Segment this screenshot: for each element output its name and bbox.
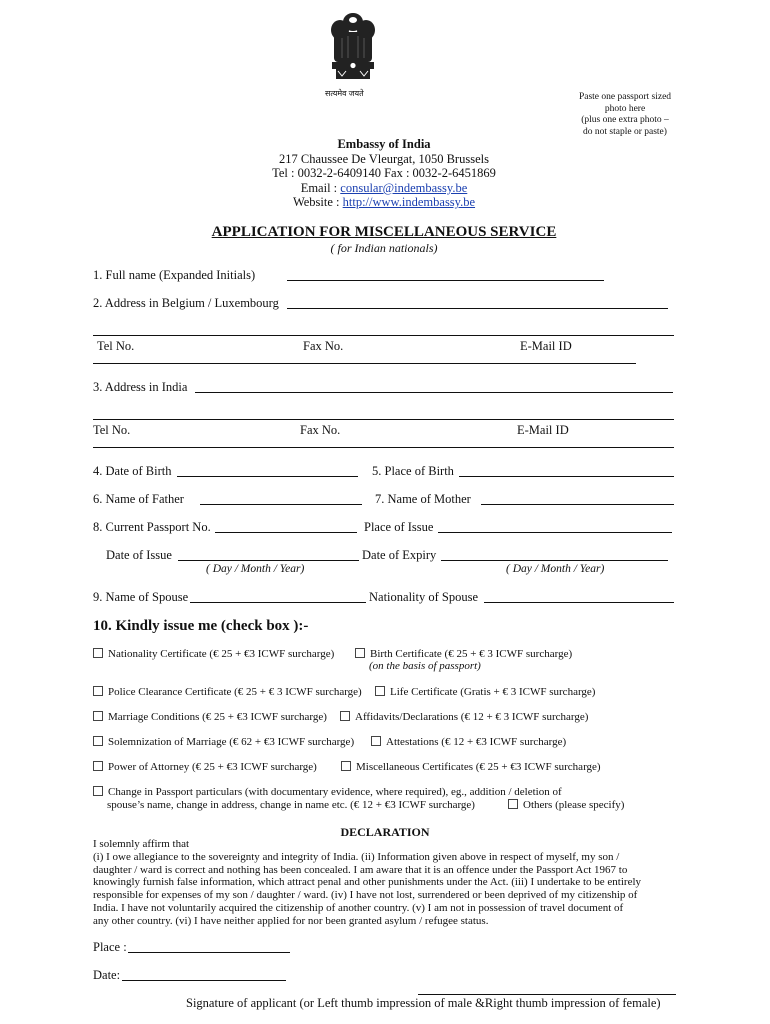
declaration-line: (i) I owe allegiance to the sovereignty and integrity of India. (ii) Information given above in respect of myself, my son /: [93, 850, 620, 863]
embassy-email-row: [184, 181, 584, 196]
mother-field[interactable]: [481, 504, 674, 505]
spouse-label: 9. Name of Spouse: [93, 590, 189, 604]
place-of-issue-label: Place of Issue: [364, 520, 434, 534]
embassy-name: Embassy of India: [337, 137, 431, 151]
service-label: Affidavits/Declarations (€ 12 + € 3 ICWF surcharge): [355, 711, 589, 723]
father-field[interactable]: [200, 504, 362, 505]
service-label: Birth Certificate (€ 25 + € 3 ICWF surcharge): [370, 648, 573, 660]
address-india-field[interactable]: [195, 392, 673, 393]
emblem-motto: सत्यमेव जयते: [325, 89, 364, 98]
service-affidavits[interactable]: [340, 711, 588, 723]
service-label: Marriage Conditions (€ 25 + €3 ICWF surcharge): [108, 711, 327, 723]
checkbox[interactable]: [93, 648, 103, 658]
date-of-issue-field[interactable]: [178, 560, 359, 561]
date-of-expiry-label: Date of Expiry: [362, 548, 437, 562]
form-subtitle: ( for Indian nationals): [330, 241, 438, 255]
email-label: Email :: [300, 180, 341, 195]
embassy-email-link[interactable]: consular@indembassy.be: [340, 180, 468, 195]
contact-belgium-field[interactable]: [93, 363, 636, 364]
service-passport-change-cont: spouse’s name, change in address, change in name etc. (€ 12 + €3 ICWF surcharge): [107, 799, 475, 811]
service-police-clearance[interactable]: [93, 686, 362, 698]
service-nationality[interactable]: [93, 648, 334, 660]
checkbox[interactable]: [508, 799, 518, 809]
service-attestations[interactable]: [371, 736, 566, 748]
service-life-certificate[interactable]: [375, 686, 595, 698]
declaration-text: [93, 838, 641, 928]
tel-label: Tel No.: [93, 423, 131, 437]
declaration-line: I solemnly affirm that: [93, 838, 190, 850]
dob-label: 4. Date of Birth: [93, 464, 172, 478]
mother-label: 7. Name of Mother: [375, 492, 471, 506]
passport-no-field[interactable]: [215, 532, 357, 533]
service-label: Others (please specify): [523, 799, 625, 811]
pob-label: 5. Place of Birth: [372, 464, 454, 478]
date-of-expiry-field[interactable]: [441, 560, 668, 561]
tel-label: Tel No.: [97, 339, 135, 353]
service-birth[interactable]: [355, 648, 572, 660]
passport-no-label: 8. Current Passport No.: [93, 520, 211, 534]
address-belgium-label: 2. Address in Belgium / Luxembourg: [93, 296, 279, 310]
fax-label: Fax No.: [300, 423, 341, 437]
services-heading: 10. Kindly issue me (check box ):-: [93, 618, 309, 634]
service-label: Miscellaneous Certificates (€ 25 + €3 ICWF surcharge): [356, 761, 601, 773]
email-label: E-Mail ID: [520, 339, 572, 353]
signature-label: Signature of applicant (or Left thumb impression of male &Right thumb impression of female): [186, 996, 661, 1010]
service-label: Nationality Certificate (€ 25 + €3 ICWF surcharge): [108, 648, 335, 660]
address-belgium-field-2[interactable]: [93, 335, 674, 336]
checkbox[interactable]: [341, 761, 351, 771]
full-name-label: 1. Full name (Expanded Initials): [93, 268, 256, 282]
place-field[interactable]: [128, 952, 290, 953]
date-field[interactable]: [122, 980, 286, 981]
photo-note-line: do not staple or paste): [583, 126, 667, 137]
service-label: Police Clearance Certificate (€ 25 + € 3 ICWF surcharge): [108, 686, 362, 698]
service-others[interactable]: [508, 799, 624, 811]
service-misc-certificates[interactable]: [341, 761, 601, 773]
checkbox[interactable]: [375, 686, 385, 696]
date-of-issue-label: Date of Issue: [106, 548, 172, 562]
photo-note-line: (plus one extra photo –: [581, 115, 669, 125]
checkbox[interactable]: [371, 736, 381, 746]
embassy-header: [184, 137, 584, 210]
service-label: Change in Passport particulars (with documentary evidence, where required), eg., addition / deletion of: [108, 786, 562, 798]
date-label: Date:: [93, 968, 121, 982]
pob-field[interactable]: [459, 476, 674, 477]
declaration-line: knowingly furnish false information, which attract penal and other punishments under the Act. (iii) I undertake to be entirely: [93, 876, 642, 889]
address-belgium-field[interactable]: [287, 308, 668, 309]
checkbox[interactable]: [355, 648, 365, 658]
fax-label: Fax No.: [303, 339, 344, 353]
dob-field[interactable]: [177, 476, 358, 477]
email-label: E-Mail ID: [517, 423, 569, 437]
declaration-line: India. I have not voluntarily acquired the citizenship of another country. (v) I am not in possession of travel document of: [93, 901, 624, 914]
service-label: Power of Attorney (€ 25 + €3 ICWF surcharge): [108, 761, 317, 773]
embassy-website-row: [184, 195, 584, 210]
spouse-nationality-label: Nationality of Spouse: [369, 590, 479, 604]
form-title: APPLICATION FOR MISCELLANEOUS SERVICE: [211, 224, 557, 240]
father-label: 6. Name of Father: [93, 492, 184, 506]
declaration-heading: DECLARATION: [340, 825, 430, 839]
checkbox[interactable]: [93, 736, 103, 746]
signature-field[interactable]: [418, 994, 676, 995]
service-label: Solemnization of Marriage (€ 62 + €3 ICWF surcharge): [108, 736, 355, 748]
service-passport-change[interactable]: [93, 786, 562, 798]
checkbox[interactable]: [93, 711, 103, 721]
checkbox[interactable]: [93, 686, 103, 696]
checkbox[interactable]: [93, 761, 103, 771]
embassy-address: 217 Chaussee De Vleurgat, 1050 Brussels: [279, 151, 489, 166]
service-label: Life Certificate (Gratis + € 3 ICWF surcharge): [390, 686, 596, 698]
photo-note-line: photo here: [604, 103, 646, 114]
checkbox[interactable]: [93, 786, 103, 796]
embassy-tel-fax: Tel : 0032-2-6409140 Fax : 0032-2-6451869: [272, 166, 496, 181]
declaration-line: responsible for expenses of my son / daughter / ward. (iv) I have not lost, surrendered or been deprived of my citizenship of: [93, 889, 638, 902]
photo-note: [570, 92, 680, 138]
declaration-line: any other country. (vi) I have neither applied for nor been granted asylum / refugee status.: [93, 914, 489, 927]
website-label: Website :: [292, 195, 343, 210]
spouse-nationality-field[interactable]: [484, 602, 674, 603]
service-marriage-conditions[interactable]: [93, 711, 327, 723]
checkbox[interactable]: [340, 711, 350, 721]
date-format-hint: ( Day / Month / Year): [506, 563, 605, 575]
contact-india-field[interactable]: [93, 447, 674, 448]
address-india-field-2[interactable]: [93, 419, 674, 420]
place-label: Place :: [93, 940, 127, 954]
birth-note: (on the basis of passport): [369, 660, 481, 672]
declaration-line: daughter / ward is correct and nothing has been concealed. I am aware that it is an offence under the Passport Act 1967 to: [93, 863, 628, 876]
date-format-hint: ( Day / Month / Year): [206, 563, 305, 575]
spouse-field[interactable]: [190, 602, 366, 603]
photo-note-line: Paste one passport sized: [578, 92, 672, 102]
embassy-website-link[interactable]: http://www.indembassy.be: [342, 195, 476, 210]
address-india-label: 3. Address in India: [93, 380, 188, 394]
place-of-issue-field[interactable]: [438, 532, 672, 533]
service-label: Attestations (€ 12 + €3 ICWF surcharge): [386, 736, 567, 748]
full-name-field[interactable]: [287, 280, 604, 281]
service-solemnization[interactable]: [93, 736, 354, 748]
service-power-of-attorney[interactable]: [93, 761, 317, 773]
